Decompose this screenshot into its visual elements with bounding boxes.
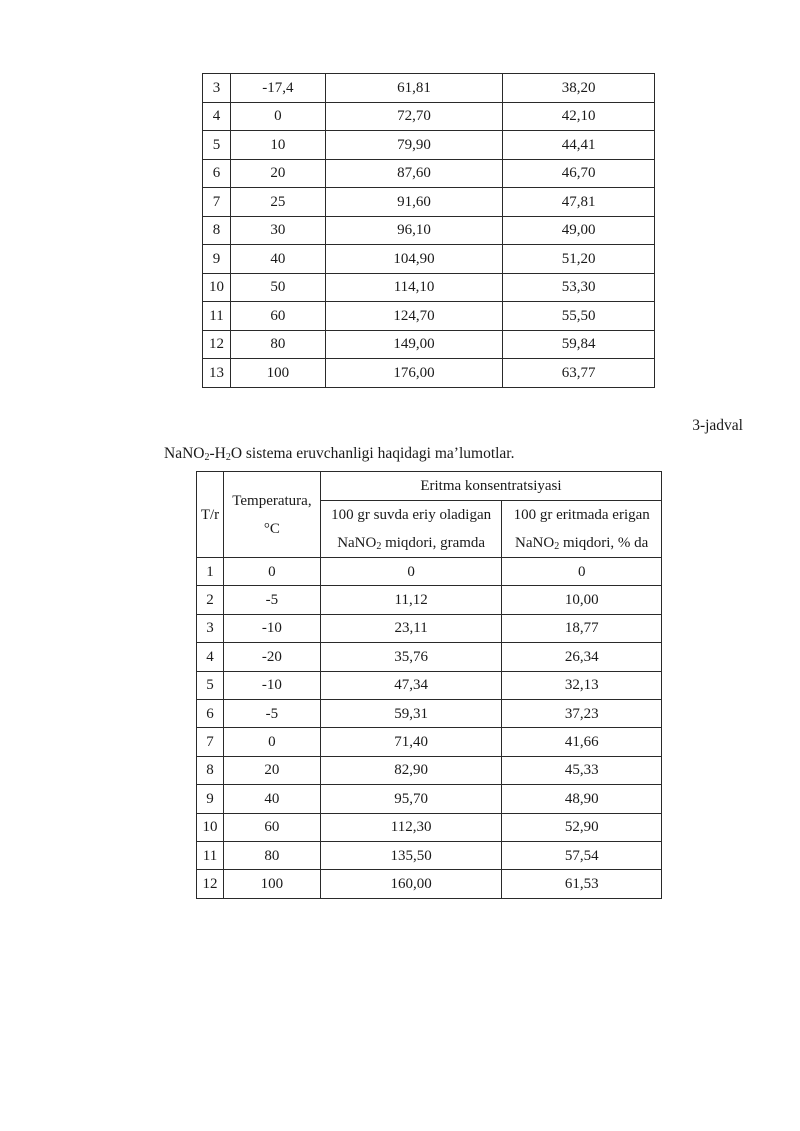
temperature-cell: -5 bbox=[223, 699, 320, 727]
temperature-cell: -10 bbox=[223, 671, 320, 699]
grams-cell: 124,70 bbox=[325, 302, 503, 331]
row-number: 4 bbox=[203, 102, 231, 131]
table-row bbox=[203, 302, 655, 331]
table-row bbox=[197, 586, 662, 614]
percent-cell: 44,41 bbox=[503, 131, 655, 160]
temperature-cell: -5 bbox=[223, 586, 320, 614]
table-row bbox=[197, 728, 662, 756]
grams-cell: 11,12 bbox=[320, 586, 502, 614]
grams-cell: 0 bbox=[320, 558, 502, 586]
table-row bbox=[203, 102, 655, 131]
header-percent-line2b: miqdori, % da bbox=[559, 535, 649, 551]
table-row bbox=[197, 643, 662, 671]
row-number: 8 bbox=[203, 216, 231, 245]
temperature-cell: 50 bbox=[230, 273, 325, 302]
header-grams bbox=[320, 501, 502, 558]
temperature-cell: -17,4 bbox=[230, 74, 325, 103]
percent-cell: 42,10 bbox=[503, 102, 655, 131]
temperature-cell: 40 bbox=[223, 785, 320, 813]
temperature-cell: 20 bbox=[223, 756, 320, 784]
percent-cell: 48,90 bbox=[502, 785, 662, 813]
header-row bbox=[197, 472, 662, 501]
row-number: 4 bbox=[197, 643, 224, 671]
solubility-table-continued bbox=[202, 73, 655, 388]
row-number: 3 bbox=[197, 614, 224, 642]
percent-cell: 26,34 bbox=[502, 643, 662, 671]
grams-cell: 23,11 bbox=[320, 614, 502, 642]
percent-cell: 59,84 bbox=[503, 330, 655, 359]
grams-cell: 95,70 bbox=[320, 785, 502, 813]
title-text-1: NaNO bbox=[164, 445, 205, 462]
temperature-cell: 40 bbox=[230, 245, 325, 274]
table-row bbox=[197, 671, 662, 699]
header-temperature-line1: Temperatura, bbox=[232, 492, 312, 509]
table-row bbox=[203, 188, 655, 217]
percent-cell: 38,20 bbox=[503, 74, 655, 103]
table-row bbox=[203, 330, 655, 359]
temperature-cell: 20 bbox=[230, 159, 325, 188]
table-row bbox=[197, 841, 662, 869]
grams-cell: 91,60 bbox=[325, 188, 503, 217]
temperature-cell: 60 bbox=[230, 302, 325, 331]
grams-cell: 79,90 bbox=[325, 131, 503, 160]
header-concentration-group: Eritma konsentratsiyasi bbox=[320, 472, 661, 501]
percent-cell: 45,33 bbox=[502, 756, 662, 784]
header-grams-line1: 100 gr suvda eriy oladigan bbox=[331, 507, 492, 523]
table-row bbox=[197, 614, 662, 642]
row-number: 1 bbox=[197, 558, 224, 586]
table-row bbox=[203, 131, 655, 160]
table-row bbox=[203, 216, 655, 245]
table2-body bbox=[197, 558, 662, 899]
grams-cell: 160,00 bbox=[320, 870, 502, 898]
percent-cell: 18,77 bbox=[502, 614, 662, 642]
percent-cell: 51,20 bbox=[503, 245, 655, 274]
grams-cell: 82,90 bbox=[320, 756, 502, 784]
temperature-cell: 100 bbox=[223, 870, 320, 898]
temperature-cell: 10 bbox=[230, 131, 325, 160]
percent-cell: 32,13 bbox=[502, 671, 662, 699]
temperature-cell: 0 bbox=[223, 728, 320, 756]
grams-cell: 135,50 bbox=[320, 841, 502, 869]
grams-cell: 47,34 bbox=[320, 671, 502, 699]
row-number: 8 bbox=[197, 756, 224, 784]
table-row bbox=[197, 756, 662, 784]
row-number: 11 bbox=[197, 841, 224, 869]
percent-cell: 61,53 bbox=[502, 870, 662, 898]
row-number: 5 bbox=[197, 671, 224, 699]
header-temperature-unit: °C bbox=[263, 520, 280, 537]
table-row bbox=[203, 359, 655, 388]
grams-cell: 72,70 bbox=[325, 102, 503, 131]
table-row bbox=[203, 74, 655, 103]
table-row bbox=[197, 813, 662, 841]
row-number: 9 bbox=[203, 245, 231, 274]
header-percent-line2a: NaNO bbox=[515, 535, 555, 551]
percent-cell: 55,50 bbox=[503, 302, 655, 331]
percent-cell: 63,77 bbox=[503, 359, 655, 388]
title-text-3: O sistema eruvchanligi haqidagi ma’lumotlar. bbox=[230, 445, 515, 462]
row-number: 11 bbox=[203, 302, 231, 331]
temperature-cell: 100 bbox=[230, 359, 325, 388]
row-number: 6 bbox=[203, 159, 231, 188]
header-tr: T/r bbox=[197, 472, 224, 558]
percent-cell: 0 bbox=[502, 558, 662, 586]
header-grams-subscript: 2 bbox=[376, 541, 382, 552]
table-row bbox=[197, 558, 662, 586]
grams-cell: 35,76 bbox=[320, 643, 502, 671]
temperature-cell: 30 bbox=[230, 216, 325, 245]
table-row bbox=[197, 870, 662, 898]
row-number: 12 bbox=[203, 330, 231, 359]
table-number-label: 3-jadval bbox=[692, 417, 743, 434]
temperature-cell: 80 bbox=[230, 330, 325, 359]
table-row bbox=[203, 245, 655, 274]
row-number: 9 bbox=[197, 785, 224, 813]
temperature-cell: 0 bbox=[230, 102, 325, 131]
grams-cell: 61,81 bbox=[325, 74, 503, 103]
table2-header bbox=[197, 472, 662, 558]
row-number: 12 bbox=[197, 870, 224, 898]
percent-cell: 46,70 bbox=[503, 159, 655, 188]
grams-cell: 104,90 bbox=[325, 245, 503, 274]
grams-cell: 114,10 bbox=[325, 273, 503, 302]
percent-cell: 41,66 bbox=[502, 728, 662, 756]
row-number: 10 bbox=[197, 813, 224, 841]
grams-cell: 71,40 bbox=[320, 728, 502, 756]
title-text-2: -H bbox=[209, 445, 226, 462]
grams-cell: 149,00 bbox=[325, 330, 503, 359]
table-row bbox=[197, 699, 662, 727]
grams-cell: 87,60 bbox=[325, 159, 503, 188]
row-number: 7 bbox=[203, 188, 231, 217]
percent-cell: 47,81 bbox=[503, 188, 655, 217]
temperature-cell: 25 bbox=[230, 188, 325, 217]
table1-body bbox=[203, 74, 655, 388]
percent-cell: 37,23 bbox=[502, 699, 662, 727]
table-title bbox=[164, 445, 515, 463]
table-row bbox=[203, 159, 655, 188]
table-row bbox=[197, 785, 662, 813]
header-temperature bbox=[223, 472, 320, 558]
grams-cell: 176,00 bbox=[325, 359, 503, 388]
header-percent bbox=[502, 501, 662, 558]
grams-cell: 112,30 bbox=[320, 813, 502, 841]
temperature-cell: 60 bbox=[223, 813, 320, 841]
header-grams-line2a: NaNO bbox=[337, 535, 377, 551]
title-subscript-2: 2 bbox=[225, 452, 231, 463]
grams-cell: 96,10 bbox=[325, 216, 503, 245]
row-number: 13 bbox=[203, 359, 231, 388]
row-number: 5 bbox=[203, 131, 231, 160]
row-number: 10 bbox=[203, 273, 231, 302]
percent-cell: 10,00 bbox=[502, 586, 662, 614]
temperature-cell: -10 bbox=[223, 614, 320, 642]
table-row bbox=[203, 273, 655, 302]
percent-cell: 49,00 bbox=[503, 216, 655, 245]
percent-cell: 57,54 bbox=[502, 841, 662, 869]
nano2-solubility-table bbox=[196, 471, 662, 899]
percent-cell: 53,30 bbox=[503, 273, 655, 302]
percent-cell: 52,90 bbox=[502, 813, 662, 841]
header-percent-subscript: 2 bbox=[554, 541, 560, 552]
row-number: 7 bbox=[197, 728, 224, 756]
header-percent-line1: 100 gr eritmada erigan bbox=[513, 507, 650, 523]
temperature-cell: -20 bbox=[223, 643, 320, 671]
temperature-cell: 80 bbox=[223, 841, 320, 869]
temperature-cell: 0 bbox=[223, 558, 320, 586]
row-number: 6 bbox=[197, 699, 224, 727]
title-subscript-1: 2 bbox=[204, 452, 210, 463]
grams-cell: 59,31 bbox=[320, 699, 502, 727]
row-number: 2 bbox=[197, 586, 224, 614]
header-grams-line2b: miqdori, gramda bbox=[381, 535, 486, 551]
row-number: 3 bbox=[203, 74, 231, 103]
